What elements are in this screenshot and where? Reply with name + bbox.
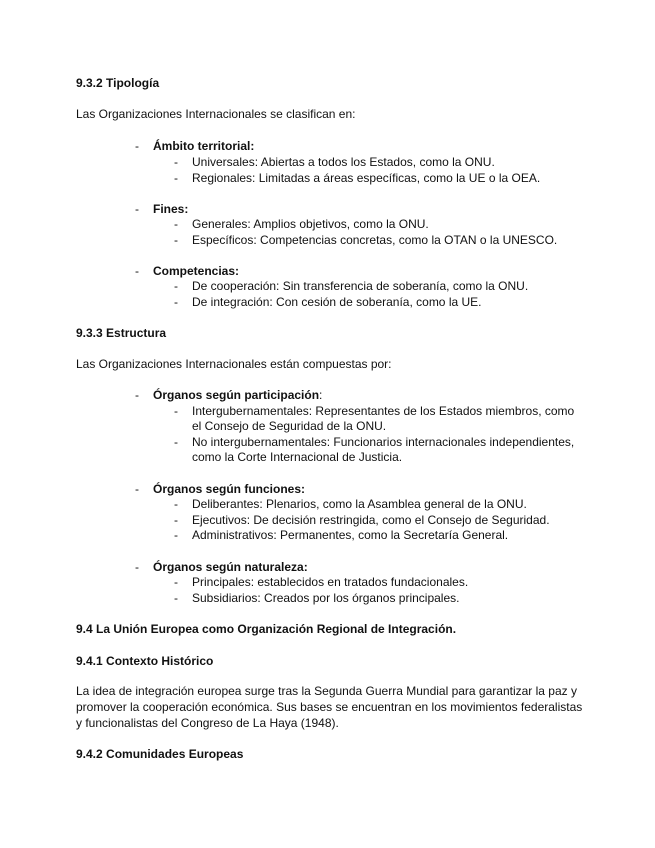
sub-bullet-dash: - <box>174 404 178 418</box>
bullet-dash: - <box>135 264 139 278</box>
paragraph-line: promover la cooperación económica. Sus bases se encuentran en los movimientos federalistas <box>76 700 583 714</box>
sub-bullet-dash: - <box>174 279 178 293</box>
heading-9-4-2: 9.4.2 Comunidades Europeas <box>76 747 244 761</box>
intro-9-3-3: Las Organizaciones Internacionales están compuestas por: <box>76 357 392 371</box>
list-item: De integración: Con cesión de soberanía, como la UE. <box>192 295 482 309</box>
list-item: Deliberantes: Plenarios, como la Asamblea general de la ONU. <box>192 497 527 511</box>
group-label-participacion <box>153 388 322 403</box>
intro-9-3-2: Las Organizaciones Internacionales se clasifican en: <box>76 107 356 121</box>
paragraph-line: La idea de integración europea surge tras la Segunda Guerra Mundial para garantizar la paz y <box>76 684 577 698</box>
list-item: Específicos: Competencias concretas, como la OTAN o la UNESCO. <box>192 233 558 247</box>
list-item-line: Intergubernamentales: Representantes de los Estados miembros, como <box>192 404 575 418</box>
group-label-funciones: Órganos según funciones: <box>153 482 306 496</box>
list-item: Regionales: Limitadas a áreas específicas, como la UE o la OEA. <box>192 171 541 185</box>
bullet-dash: - <box>135 388 139 402</box>
sub-bullet-dash: - <box>174 513 178 527</box>
group-label-fines: Fines: <box>153 202 189 216</box>
list-item: Administrativos: Permanentes, como la Secretaría General. <box>192 528 509 542</box>
bullet-dash: - <box>135 482 139 496</box>
list-item: Universales: Abiertas a todos los Estados, como la ONU. <box>192 155 495 169</box>
sub-bullet-dash: - <box>174 295 178 309</box>
list-item: Principales: establecidos en tratados fundacionales. <box>192 575 469 589</box>
list-item-line: como la Corte Internacional de Justicia. <box>192 450 403 464</box>
sub-bullet-dash: - <box>174 591 178 605</box>
heading-9-3-3: 9.3.3 Estructura <box>76 326 167 340</box>
group-label-ambito-territorial: Ámbito territorial: <box>153 139 255 153</box>
list-item: Generales: Amplios objetivos, como la ONU. <box>192 217 429 231</box>
list-item-line: No intergubernamentales: Funcionarios internacionales independientes, <box>192 435 575 449</box>
group-label-text: Órganos según participación <box>153 388 320 402</box>
sub-bullet-dash: - <box>174 155 178 169</box>
heading-9-4-1: 9.4.1 Contexto Histórico <box>76 654 214 668</box>
sub-bullet-dash: - <box>174 171 178 185</box>
list-item: Ejecutivos: De decisión restringida, como el Consejo de Seguridad. <box>192 513 550 527</box>
heading-9-3-2: 9.3.2 Tipología <box>76 76 160 90</box>
list-item-line: el Consejo de Seguridad de la ONU. <box>192 419 387 433</box>
list-item: De cooperación: Sin transferencia de soberanía, como la ONU. <box>192 279 529 293</box>
bullet-dash: - <box>135 560 139 574</box>
paragraph-line: y funcionalistas del Congreso de La Haya (1948). <box>76 716 339 730</box>
bullet-dash: - <box>135 202 139 216</box>
bullet-dash: - <box>135 139 139 153</box>
sub-bullet-dash: - <box>174 435 178 449</box>
group-label-naturaleza: Órganos según naturaleza: <box>153 560 308 574</box>
sub-bullet-dash: - <box>174 217 178 231</box>
sub-bullet-dash: - <box>174 497 178 511</box>
sub-bullet-dash: - <box>174 233 178 247</box>
sub-bullet-dash: - <box>174 528 178 542</box>
list-item: Subsidiarios: Creados por los órganos principales. <box>192 591 460 605</box>
heading-9-4: 9.4 La Unión Europea como Organización Regional de Integración. <box>76 622 457 636</box>
sub-bullet-dash: - <box>174 575 178 589</box>
group-label-competencias: Competencias: <box>153 264 240 278</box>
group-label-suffix: : <box>319 388 323 402</box>
